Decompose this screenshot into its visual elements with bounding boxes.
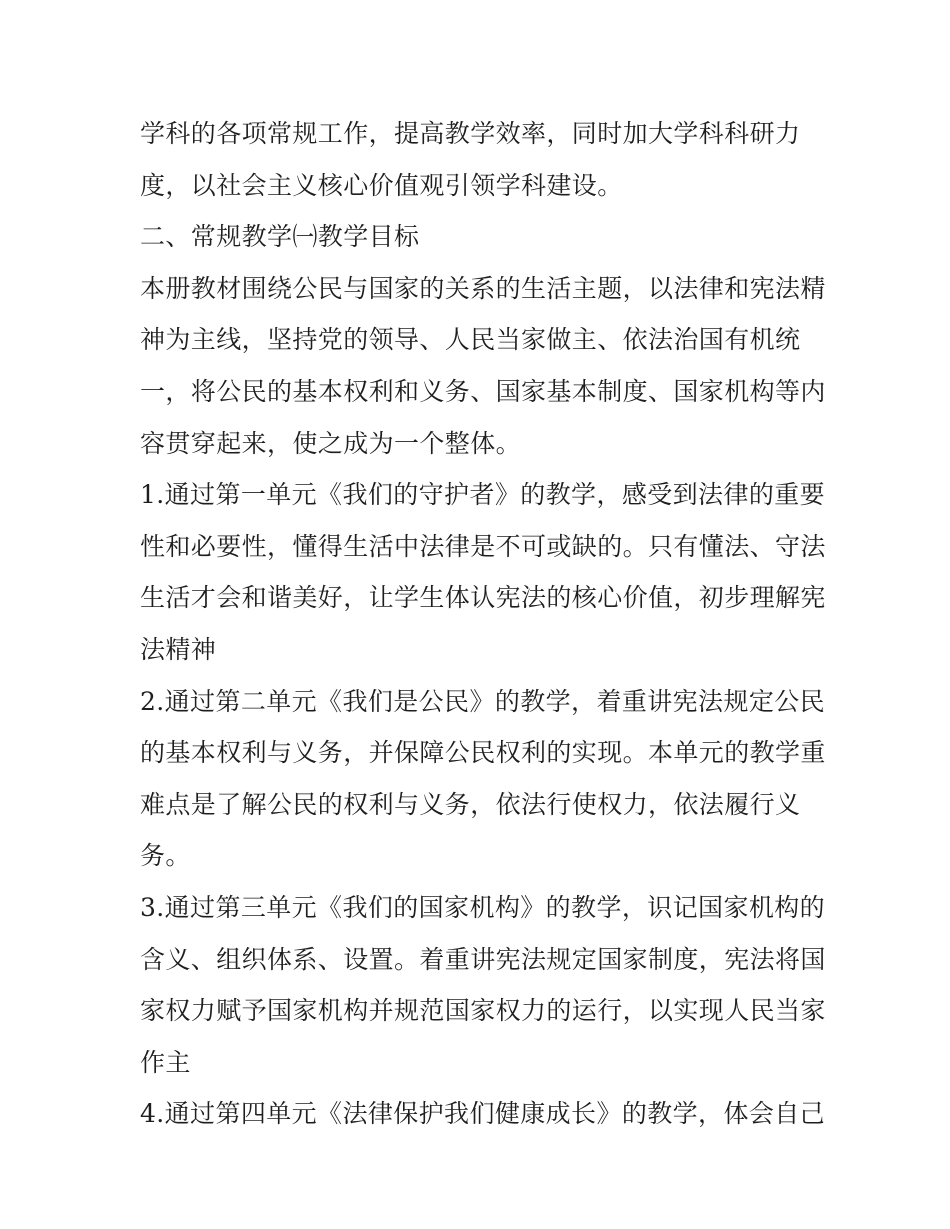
list-item-4-line: 4.通过第四单元《法律保护我们健康成长》的教学，体会自己 [140, 1099, 826, 1129]
text-line: 容贯穿起来，使之成为一个整体。 [140, 428, 522, 458]
document-body [140, 108, 830, 1140]
text-line: 学科的各项常规工作，提高教学效率，同时加大学科科研力 [140, 119, 801, 148]
text-line: 性和必要性，懂得生活中法律是不可或缺的。只有懂法、守法 [140, 531, 826, 561]
text-line: 法精神 [140, 634, 217, 664]
text-line: 家权力赋予国家机构并规范国家权力的运行，以实现人民当家 [140, 996, 826, 1026]
text-line: 务。 [140, 841, 191, 871]
text-line: 一，将公民的基本权利和义务、国家基本制度、国家机构等内 [140, 376, 826, 406]
list-item-2-line: 2.通过第二单元《我们是公民》的教学，着重讲宪法规定公民 [140, 686, 826, 716]
list-item-1-line: 1.通过第一单元《我们的守护者》的教学，感受到法律的重要 [140, 480, 826, 510]
text-line: 神为主线，坚持党的领导、人民当家做主、依法治国有机统 [140, 325, 801, 355]
text-line: 作主 [140, 1047, 191, 1077]
text-line: 生活才会和谐美好，让学生体认宪法的核心价值，初步理解宪 [140, 583, 826, 613]
text-line: 本册教材围绕公民与国家的关系的生活主题，以法律和宪法精 [140, 273, 826, 303]
list-item-3-line: 3.通过第三单元《我们的国家机构》的教学，识记国家机构的 [140, 892, 826, 922]
text-line: 的基本权利与义务，并保障公民权利的实现。本单元的教学重 [140, 738, 826, 768]
text-line: 含义、组织体系、设置。着重讲宪法规定国家制度，宪法将国 [140, 944, 826, 974]
section-heading: 二、常规教学㈠教学目标 [140, 222, 420, 252]
text-line: 难点是了解公民的权利与义务，依法行使权力，依法履行义 [140, 789, 801, 819]
text-line: 度，以社会主义核心价值观引领学科建设。 [140, 170, 623, 200]
